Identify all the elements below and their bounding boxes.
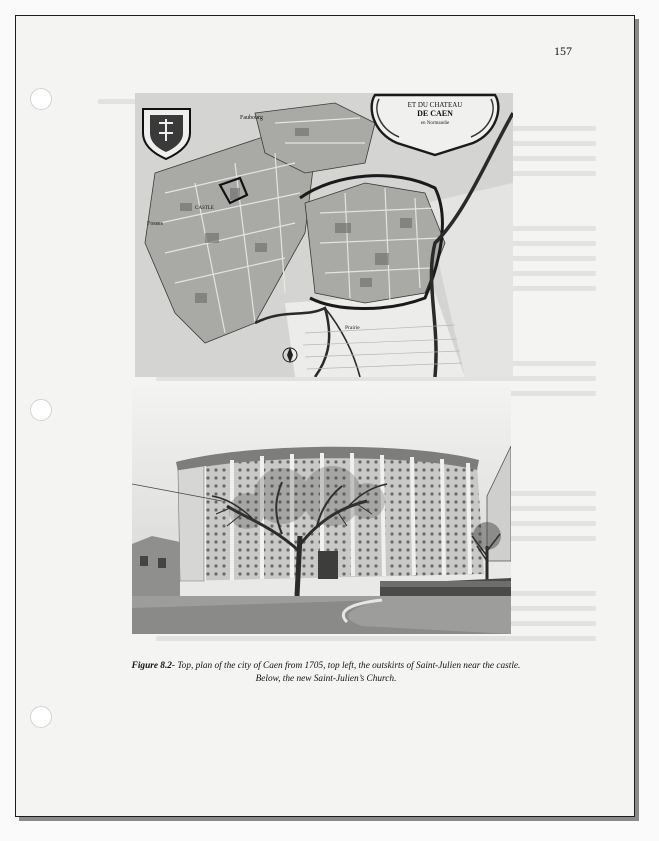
binder-hole-bottom xyxy=(30,706,52,728)
cartouche-line-1: ET DU CHATEAU xyxy=(407,101,463,109)
church-photograph xyxy=(132,386,511,634)
caption-line-2: Below, the new Saint-Julien’s Church. xyxy=(255,674,397,684)
figure-label: Figure 8.2- xyxy=(131,661,176,671)
figure-caption xyxy=(106,660,546,686)
map-label-prairie: Prairie xyxy=(345,325,360,331)
city-plan-map xyxy=(135,93,513,377)
binder-hole-top xyxy=(30,88,52,110)
map-label-fosses: Fosses xyxy=(147,221,164,227)
cartouche-line-3: en Normandie xyxy=(420,121,450,126)
map-label-castle: CASTLE xyxy=(195,206,214,211)
map-label-faubourg: Faubourg xyxy=(240,115,263,121)
caption-line-1: Top, plan of the city of Caen from 1705, top left, the outskirts of Saint-Julien near the castle. xyxy=(175,661,521,671)
page-number: 157 xyxy=(554,44,572,58)
scanned-page xyxy=(15,15,635,817)
cartouche-line-2: DE CAEN xyxy=(417,109,453,118)
binder-hole-middle xyxy=(30,399,52,421)
